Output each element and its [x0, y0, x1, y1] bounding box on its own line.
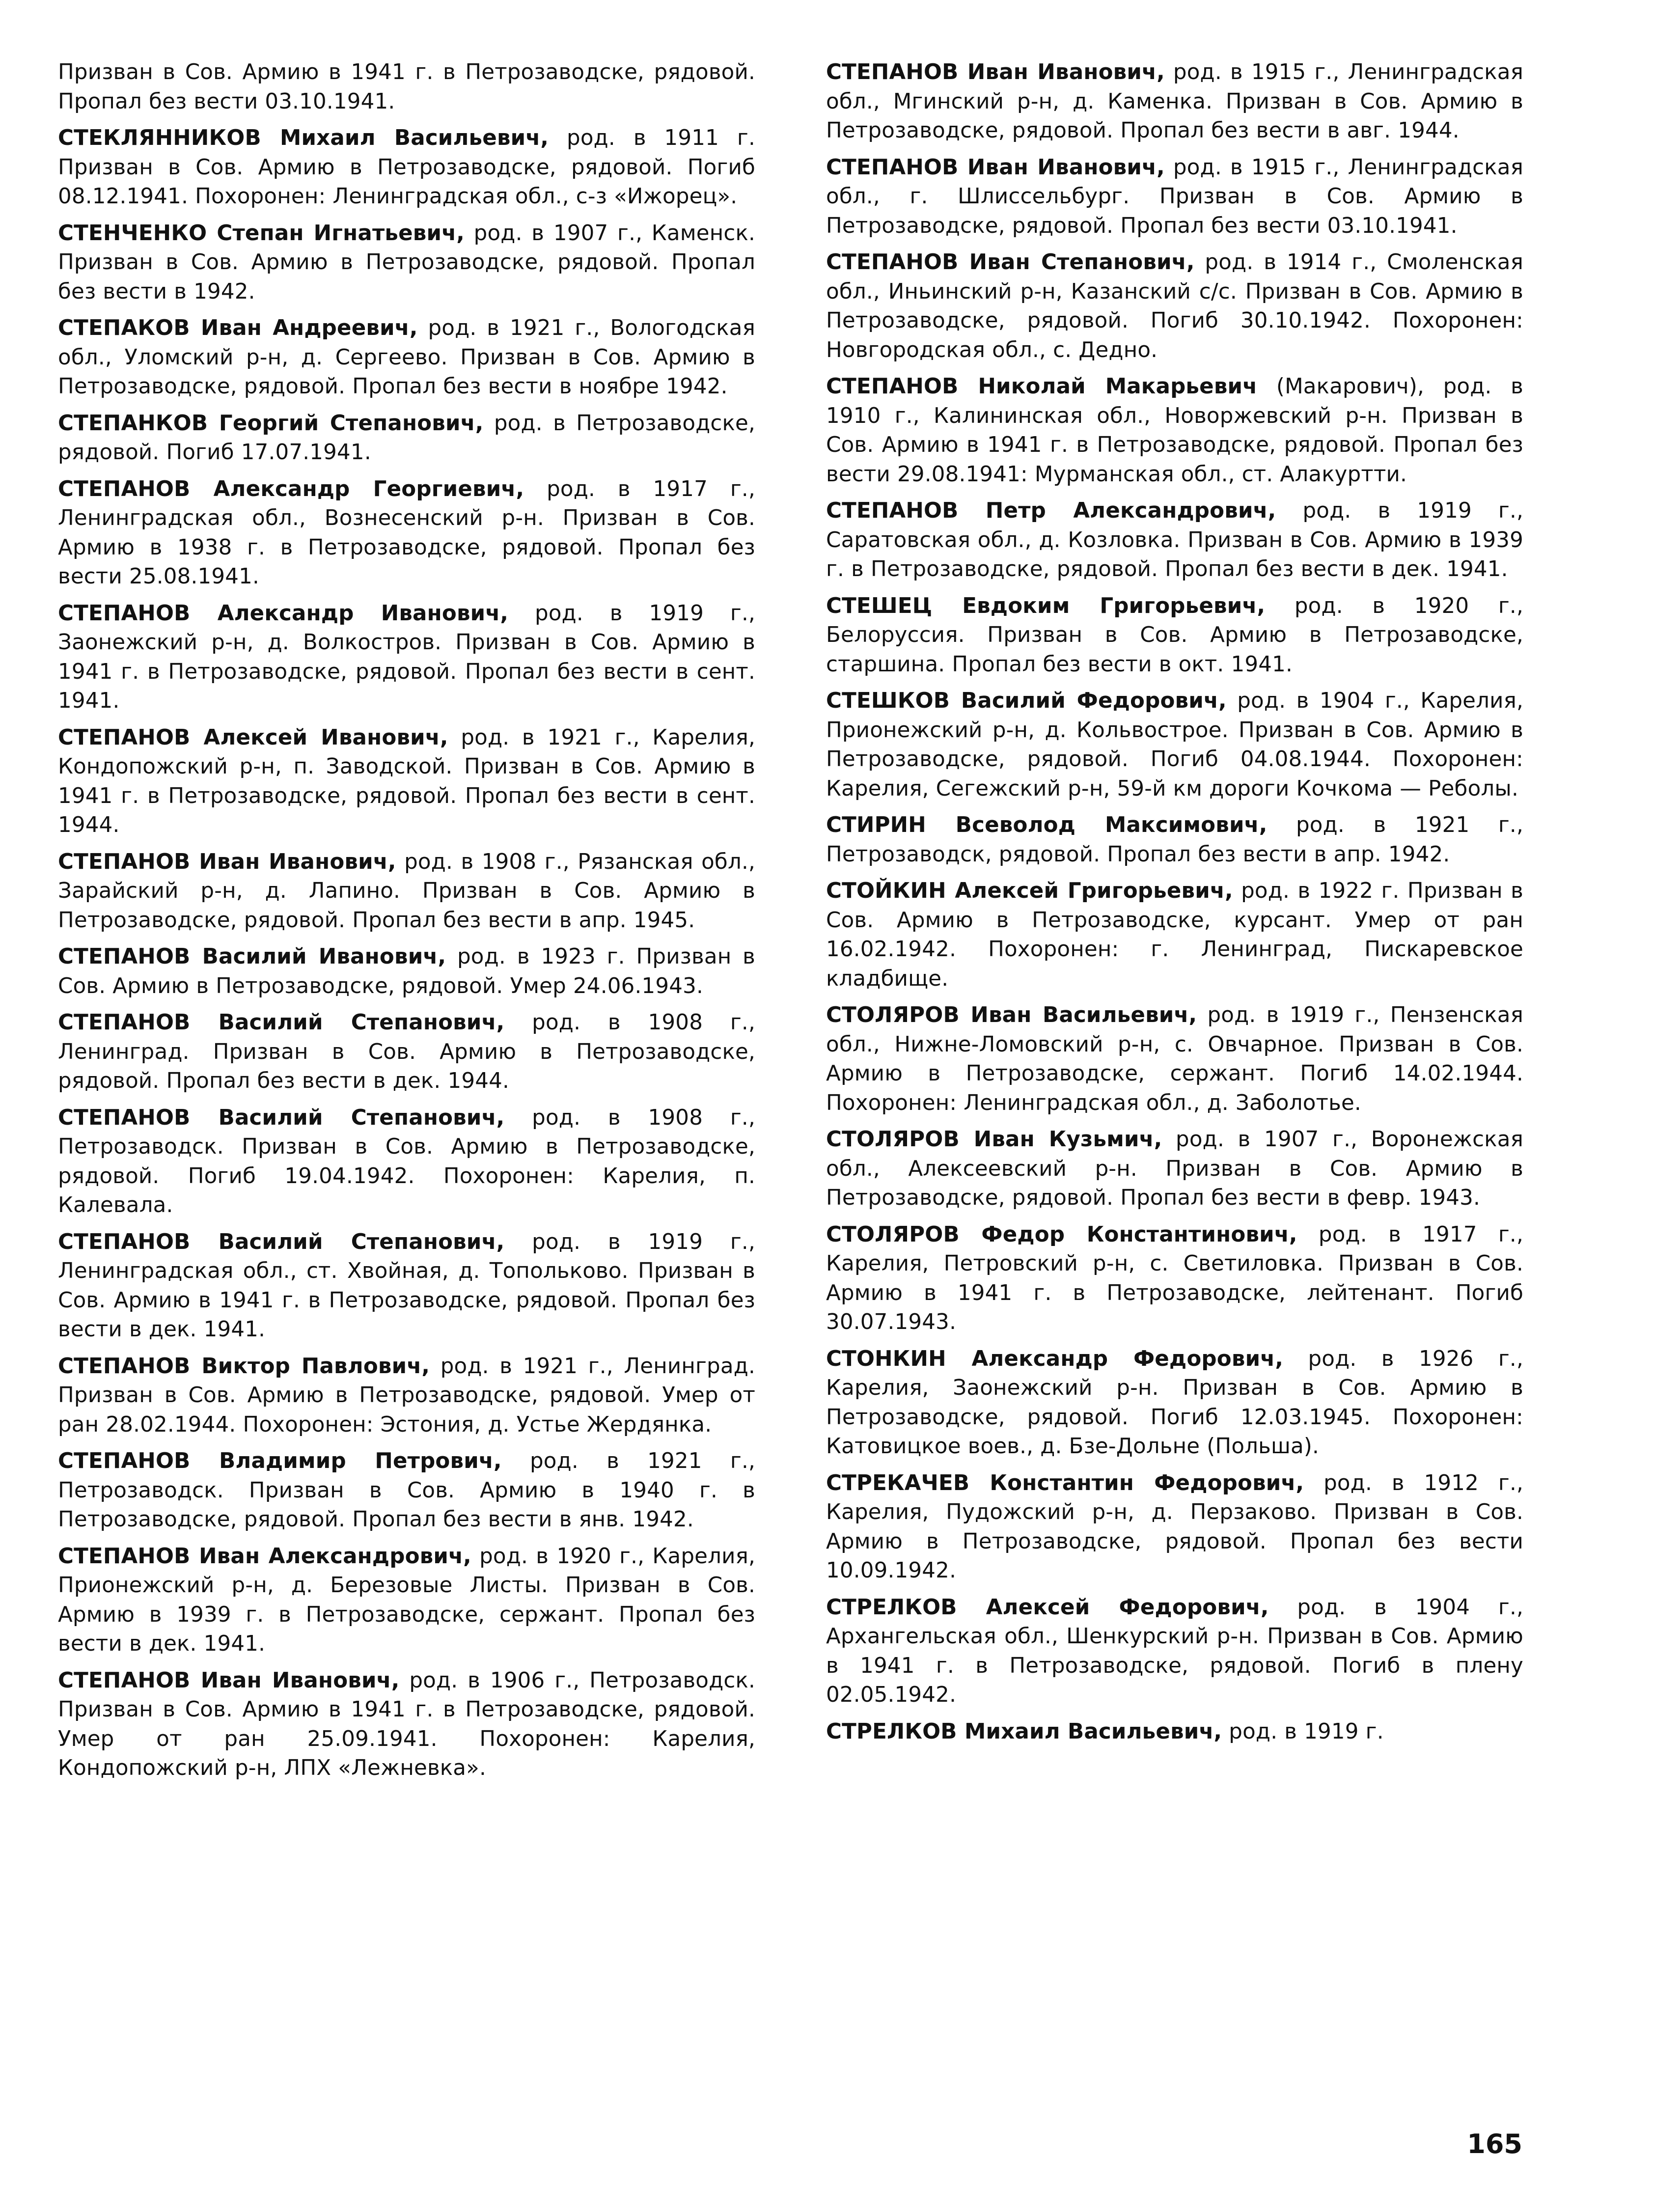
entry-text: род. в 1912 г., Карелия, Пудожский р-н, д. Перзаково. Призван в Сов. Армию в Петрозаводске, рядовой. Пропал без вести 10.09.1942.: [826, 1470, 1524, 1583]
right-column: [826, 58, 1523, 1754]
entry-text: род. в 1907 г., Каменск. Призван в Сов. Армию в Петрозаводске, рядовой. Пропал без вести в 1942.: [58, 221, 755, 304]
person-name: СТЕПАНОВ Александр Георгиевич,: [58, 476, 524, 501]
person-name: СТЕПАНОВ Василий Иванович,: [58, 944, 446, 969]
entry-text: род. в 1915 г., Ленинградская обл., Мгинский р-н, д. Каменка. Призван в Сов. Армию в Петрозаводске, рядовой. Пропал без вести в авг. 1944.: [826, 60, 1523, 143]
person-name: СТЕШКОВ Василий Федорович,: [826, 689, 1227, 713]
entry-text: род. в 1920 г., Карелия, Прионежский р-н, д. Березовые Листы. Призван в Сов. Армию в 1939 г. в Петрозаводске, сержант. Пропал без вести в дек. 1941.: [58, 1544, 756, 1656]
entry-text: род. в 1914 г., Смоленская обл., Иньинский р-н, Казанский с/с. Призван в Сов. Армию в Петрозаводске, рядовой. Погиб 30.10.1942. Похоронен: Новгородская обл., с. Дедно.: [826, 250, 1523, 362]
biography-entry: [58, 1447, 755, 1535]
entry-text: род. в 1917 г., Карелия, Петровский р-н, с. Светиловка. Призван в Сов. Армию в 1941 г. в Петрозаводске, лейтенант. Погиб 30.07.1943.: [826, 1222, 1523, 1334]
biography-entry: [826, 153, 1523, 241]
person-name: СТЕПАНОВ Иван Степанович,: [826, 250, 1195, 275]
person-name: СТЕПАНОВ Иван Иванович,: [826, 60, 1165, 84]
person-name: СТЕПАНОВ Василий Степанович,: [58, 1105, 505, 1130]
person-name: СТЕПАНОВ Василий Степанович,: [58, 1229, 505, 1254]
biography-entry: [58, 475, 755, 592]
person-name: СТЕШЕЦ Евдоким Григорьевич,: [826, 593, 1266, 618]
person-name: СТЕПАНОВ Василий Степанович,: [58, 1010, 505, 1035]
biography-entry: [58, 1352, 755, 1440]
entry-text: род. в 1919 г., Заонежский р-н, д. Волкостров. Призван в Сов. Армию в 1941 г. в Петрозаводске, рядовой. Пропал без вести в сент. 1941.: [58, 601, 755, 713]
entry-text: Призван в Сов. Армию в 1941 г. в Петрозаводске, рядовой. Пропал без вести 03.10.1941.: [58, 60, 755, 114]
person-name: СТРЕКАЧЕВ Константин Федорович,: [826, 1470, 1304, 1495]
biography-entry: [826, 592, 1523, 680]
entry-text: род. в 1919 г.: [1222, 1719, 1384, 1744]
biography-entry: [58, 848, 755, 936]
entry-text: род. в 1921 г., Петрозаводск. Призван в Сов. Армию в 1940 г. в Петрозаводске, рядовой. Пропал без вести в янв. 1942.: [58, 1449, 756, 1532]
entry-text: род. в 1919 г., Саратовская обл., д. Козловка. Призван в Сов. Армию в 1939 г. в Петрозаводске, рядовой. Пропал без вести в дек. 1941.: [826, 498, 1523, 581]
left-column: [58, 58, 755, 1791]
biography-entry: [826, 497, 1523, 584]
biography-entry: [58, 1104, 755, 1220]
person-name: СТРЕЛКОВ Алексей Федорович,: [826, 1595, 1269, 1620]
person-name: СТЕПАНОВ Александр Иванович,: [58, 601, 509, 626]
biography-entry: [826, 58, 1523, 146]
biography-entry: [58, 599, 755, 716]
biography-entry: [58, 1228, 755, 1345]
biography-entry: [58, 219, 755, 307]
page-number: 165: [1467, 2129, 1522, 2159]
entry-text: род. в 1926 г., Карелия, Заонежский р-н. Призван в Сов. Армию в Петрозаводске, рядовой. Погиб 12.03.1945. Похоронен: Катовицкое воев., д. Бзе-Дольне (Польша).: [826, 1346, 1523, 1459]
entry-text: род. в 1908 г., Петрозаводск. Призван в Сов. Армию в Петрозаводске, рядовой. Погиб 19.04.1942. Похоронен: Карелия, п. Калевала.: [58, 1105, 755, 1217]
biography-entry: [58, 314, 755, 402]
person-name: СТЕПАНОВ Иван Иванович,: [58, 849, 396, 874]
person-name: СТЕПАНОВ Иван Александрович,: [58, 1544, 471, 1569]
person-name: СТОЛЯРОВ Иван Васильевич,: [826, 1003, 1197, 1027]
entry-text: род. в 1908 г., Рязанская обл., Зарайский р-н, д. Лапино. Призван в Сов. Армию в Петрозаводске, рядовой. Пропал без вести в апр. 1945.: [58, 849, 756, 933]
person-name: СТОЙКИН Алексей Григорьевич,: [826, 879, 1233, 903]
person-name: СТЕПАНОВ Николай Макарьевич: [826, 374, 1258, 399]
biography-entry: [826, 1469, 1523, 1586]
biography-entry: [58, 409, 755, 468]
person-name: СТОЛЯРОВ Иван Кузьмич,: [826, 1127, 1162, 1152]
person-name: СТЕПАНОВ Иван Иванович,: [826, 155, 1165, 180]
entry-text: род. в 1921 г., Ленинград. Призван в Сов. Армию в Петрозаводске, рядовой. Умер от ран 28.02.1944. Похоронен: Эстония, д. Устье Жердянка.: [58, 1354, 755, 1437]
person-name: СТРЕЛКОВ Михаил Васильевич,: [826, 1719, 1222, 1744]
entry-text: род. в 1921 г., Карелия, Кондопожский р-н, п. Заводской. Призван в Сов. Армию в 1941 г. в Петрозаводске, рядовой. Пропал без вести в сент. 1944.: [58, 725, 755, 837]
person-name: СТЕКЛЯННИКОВ Михаил Васильевич,: [58, 126, 549, 150]
biography-entry: [58, 58, 755, 116]
biography-entry: [58, 1542, 755, 1659]
entry-text: род. в 1920 г., Белоруссия. Призван в Сов. Армию в Петрозаводске, старшина. Пропал без вести в окт. 1941.: [826, 593, 1523, 677]
person-name: СТЕПАНКОВ Георгий Степанович,: [58, 411, 484, 436]
person-name: СТЕНЧЕНКО Степан Игнатьевич,: [58, 221, 465, 246]
entry-text: род. в 1917 г., Ленинградская обл., Вознесенский р-н. Призван в Сов. Армию в 1938 г. в Петрозаводске, рядовой. Пропал без вести 25.08.1941.: [58, 476, 755, 589]
entry-text: род. в 1911 г. Призван в Сов. Армию в Петрозаводске, рядовой. Погиб 08.12.1941. Похоронен: Ленинградская обл., с-з «Ижорец».: [58, 126, 756, 209]
biography-entry: [826, 1125, 1523, 1213]
person-name: СТОЛЯРОВ Федор Константинович,: [826, 1222, 1297, 1247]
biography-entry: [826, 1593, 1523, 1710]
entry-text: род. в 1915 г., Ленинградская обл., г. Шлиссельбург. Призван в Сов. Армию в Петрозаводске, рядовой. Пропал без вести 03.10.1941.: [826, 155, 1523, 238]
biography-entry: [826, 248, 1523, 365]
person-name: СТОНКИН Александр Федорович,: [826, 1346, 1284, 1371]
person-name: СТЕПАКОВ Иван Андреевич,: [58, 316, 418, 340]
biography-entry: [58, 1666, 755, 1783]
person-name: СТИРИН Всеволод Максимович,: [826, 813, 1268, 837]
entry-text: род. в 1907 г., Воронежская обл., Алексеевский р-н. Призван в Сов. Армию в Петрозаводске, рядовой. Пропал без вести в февр. 1943.: [826, 1127, 1523, 1210]
entry-text: род. в 1921 г., Петрозаводск, рядовой. Пропал без вести в апр. 1942.: [826, 813, 1523, 867]
person-name: СТЕПАНОВ Алексей Иванович,: [58, 725, 448, 750]
biography-entry: [826, 1220, 1523, 1337]
entry-text: род. в 1919 г., Ленинградская обл., ст. Хвойная, д. Топольково. Призван в Сов. Армию в 1941 г. в Петрозаводске, рядовой. Пропал без вести в дек. 1941.: [58, 1229, 755, 1342]
entry-text: род. в 1919 г., Пензенская обл., Нижне-Ломовский р-н, с. Овчарное. Призван в Сов. Армию в Петрозаводске, сержант. Погиб 14.02.1944. Похоронен: Ленинградская обл., д. Заболотье.: [826, 1003, 1524, 1115]
entry-text: род. в 1922 г. Призван в Сов. Армию в Петрозаводске, курсант. Умер от ран 16.02.1942. Похоронен: г. Ленинград, Пискаревское кладбище.: [826, 879, 1523, 991]
biography-entry: [58, 723, 755, 840]
biography-entry: [826, 811, 1523, 869]
biography-entry: [826, 1001, 1523, 1118]
biography-entry: [58, 942, 755, 1001]
biography-entry: [826, 1717, 1523, 1747]
entry-text: род. в Петрозаводске, рядовой. Погиб 17.07.1941.: [58, 411, 755, 465]
entry-text: (Макарович), род. в 1910 г., Калининская обл., Новоржевский р-н. Призван в Сов. Армию в 1941 г. в Петрозаводске, рядовой. Пропал без вести 29.08.1941: Мурманская обл., ст. Алакуртти.: [826, 374, 1523, 487]
biography-entry: [58, 124, 755, 212]
person-name: СТЕПАНОВ Виктор Павлович,: [58, 1354, 430, 1379]
entry-text: род. в 1908 г., Ленинград. Призван в Сов. Армию в Петрозаводске, рядовой. Пропал без вести в дек. 1944.: [58, 1010, 755, 1093]
biography-entry: [826, 1345, 1523, 1462]
biography-entry: [826, 687, 1523, 803]
biography-entry: [826, 877, 1523, 994]
person-name: СТЕПАНОВ Петр Александрович,: [826, 498, 1276, 523]
biography-entry: [58, 1008, 755, 1096]
person-name: СТЕПАНОВ Иван Иванович,: [58, 1668, 400, 1693]
person-name: СТЕПАНОВ Владимир Петрович,: [58, 1449, 502, 1473]
biography-entry: [826, 372, 1523, 489]
entry-text: род. в 1904 г., Карелия, Прионежский р-н, д. Кольвострое. Призван в Сов. Армию в Петрозаводске, рядовой. Погиб 04.08.1944. Похоронен: Карелия, Сегежский р-н, 59-й км дороги Кочкома — Реболы.: [826, 689, 1523, 801]
entry-text: род. в 1921 г., Вологодская обл., Уломский р-н, д. Сергеево. Призван в Сов. Армию в Петрозаводске, рядовой. Пропал без вести в ноябре 1942.: [58, 316, 755, 399]
entry-text: род. в 1906 г., Петрозаводск. Призван в Сов. Армию в 1941 г. в Петрозаводске, рядовой. Умер от ран 25.09.1941. Похоронен: Карелия, Кондопожский р-н, ЛПХ «Лежневка».: [58, 1668, 756, 1780]
entry-text: род. в 1923 г. Призван в Сов. Армию в Петрозаводске, рядовой. Умер 24.06.1943.: [58, 944, 755, 998]
entry-text: род. в 1904 г., Архангельская обл., Шенкурский р-н. Призван в Сов. Армию в 1941 г. в Петрозаводске, рядовой. Погиб в плену 02.05.1942.: [826, 1595, 1523, 1707]
